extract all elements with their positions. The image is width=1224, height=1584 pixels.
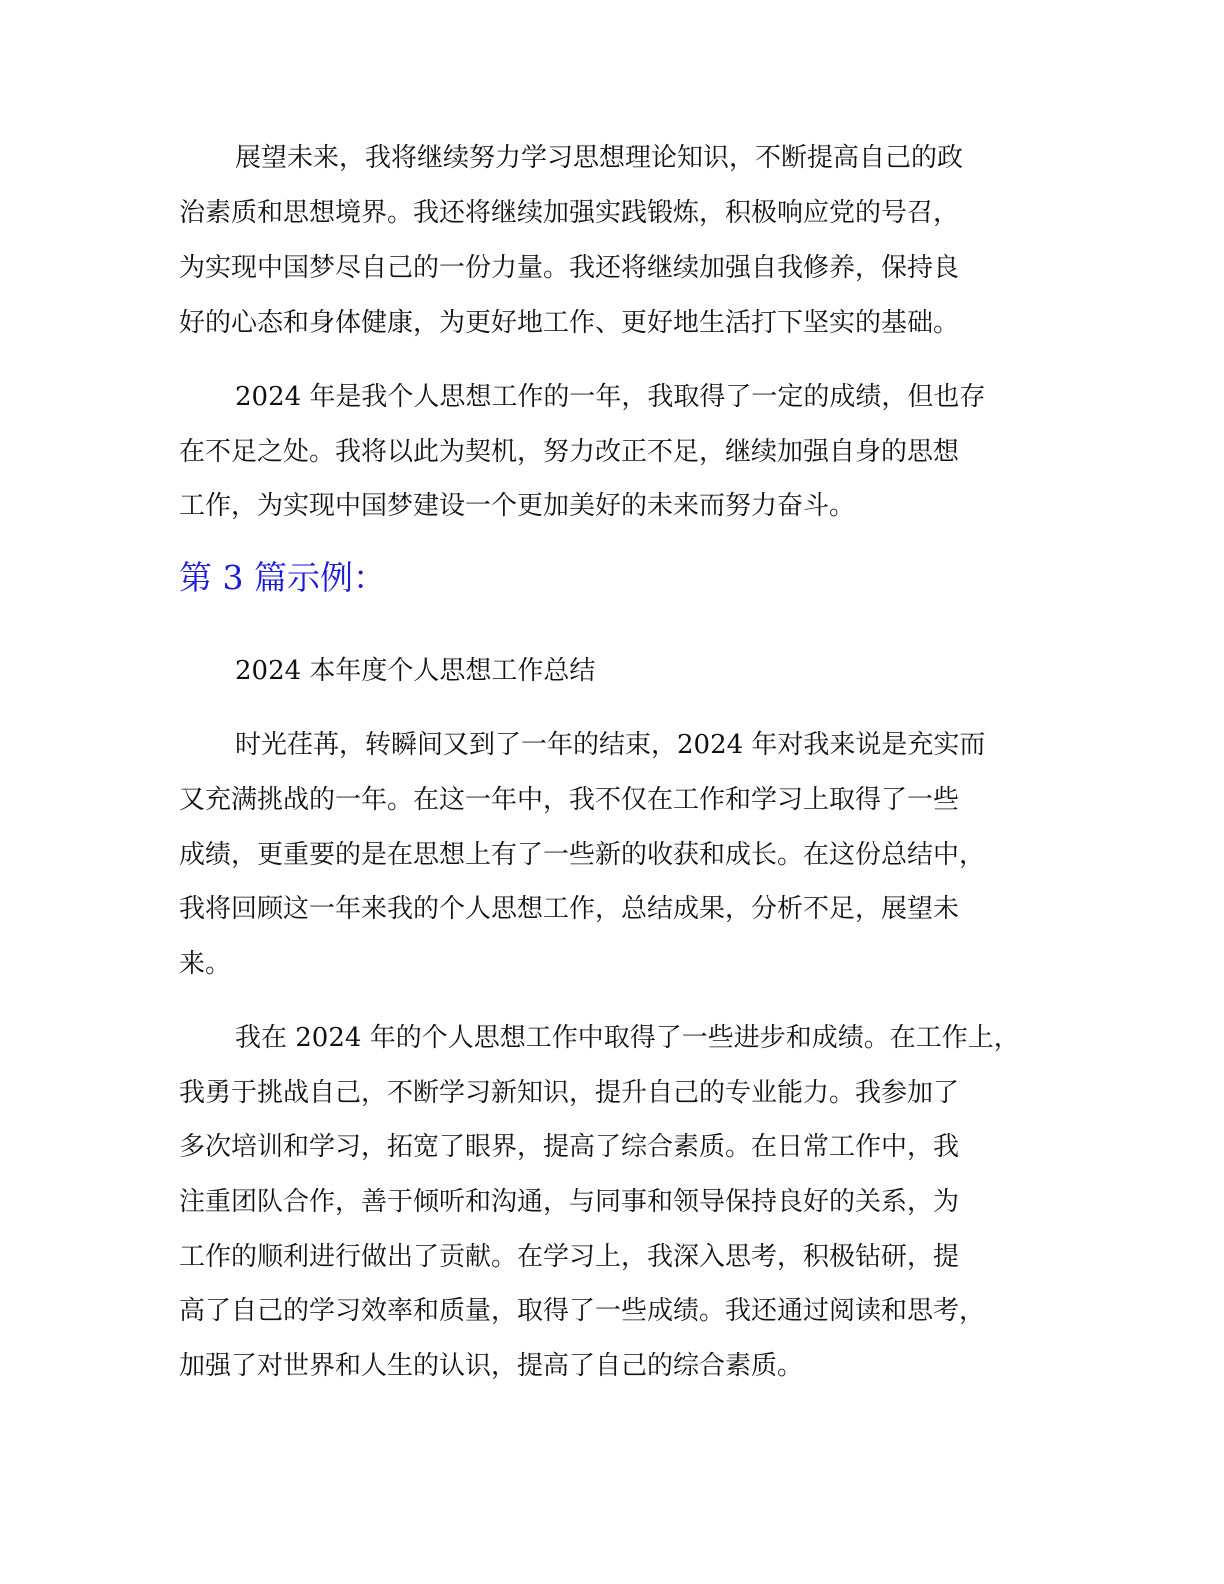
- paragraph-line: 我勇于挑战自己，不断学习新知识，提升自己的专业能力。我参加了: [179, 1078, 960, 1108]
- paragraph-line: 又充满挑战的一年。在这一年中，我不仅在工作和学习上取得了一些: [179, 785, 960, 815]
- paragraph-line: 时光荏苒，转瞬间又到了一年的结束，2024 年对我来说是充实而: [235, 730, 986, 760]
- paragraph-line: 成绩，更重要的是在思想上有了一些新的收获和成长。在这份总结中，: [179, 840, 986, 870]
- paragraph-line: 我在 2024 年的个人思想工作中取得了一些进步和成绩。在工作上，: [235, 1023, 1020, 1053]
- paragraph-line: 高了自己的学习效率和质量，取得了一些成绩。我还通过阅读和思考，: [179, 1296, 986, 1326]
- paragraph-line: 2024 年是我个人思想工作的一年，我取得了一定的成绩，但也存: [235, 382, 986, 412]
- paragraph-line: 注重团队合作，善于倾听和沟通，与同事和领导保持良好的关系，为: [179, 1187, 960, 1217]
- paragraph-line: 工作的顺利进行做出了贡献。在学习上，我深入思考，积极钻研，提: [179, 1242, 960, 1272]
- paragraph-line: 来。: [179, 949, 232, 979]
- paragraph-line: 好的心态和身体健康，为更好地工作、更好地生活打下坚实的基础。: [179, 308, 960, 338]
- paragraph-line: 在不足之处。我将以此为契机，努力改正不足，继续加强自身的思想: [179, 437, 960, 467]
- paragraph-line: 多次培训和学习，拓宽了眼界，提高了综合素质。在日常工作中，我: [179, 1132, 960, 1162]
- paragraph-line: 工作，为实现中国梦建设一个更加美好的未来而努力奋斗。: [179, 491, 856, 521]
- paragraph-line: 加强了对世界和人生的认识，提高了自己的综合素质。: [179, 1351, 804, 1381]
- section-heading: 第 3 篇示例：: [179, 558, 386, 597]
- paragraph-line: 展望未来，我将继续努力学习思想理论知识，不断提高自己的政: [235, 143, 964, 173]
- paragraph-line: 为实现中国梦尽自己的一份力量。我还将继续加强自我修养，保持良: [179, 253, 960, 283]
- paragraph-line: 我将回顾这一年来我的个人思想工作，总结成果，分析不足，展望未: [179, 894, 960, 924]
- article-title: 2024 本年度个人思想工作总结: [235, 656, 596, 686]
- paragraph-line: 治素质和思想境界。我还将继续加强实践锻炼，积极响应党的号召，: [179, 198, 960, 228]
